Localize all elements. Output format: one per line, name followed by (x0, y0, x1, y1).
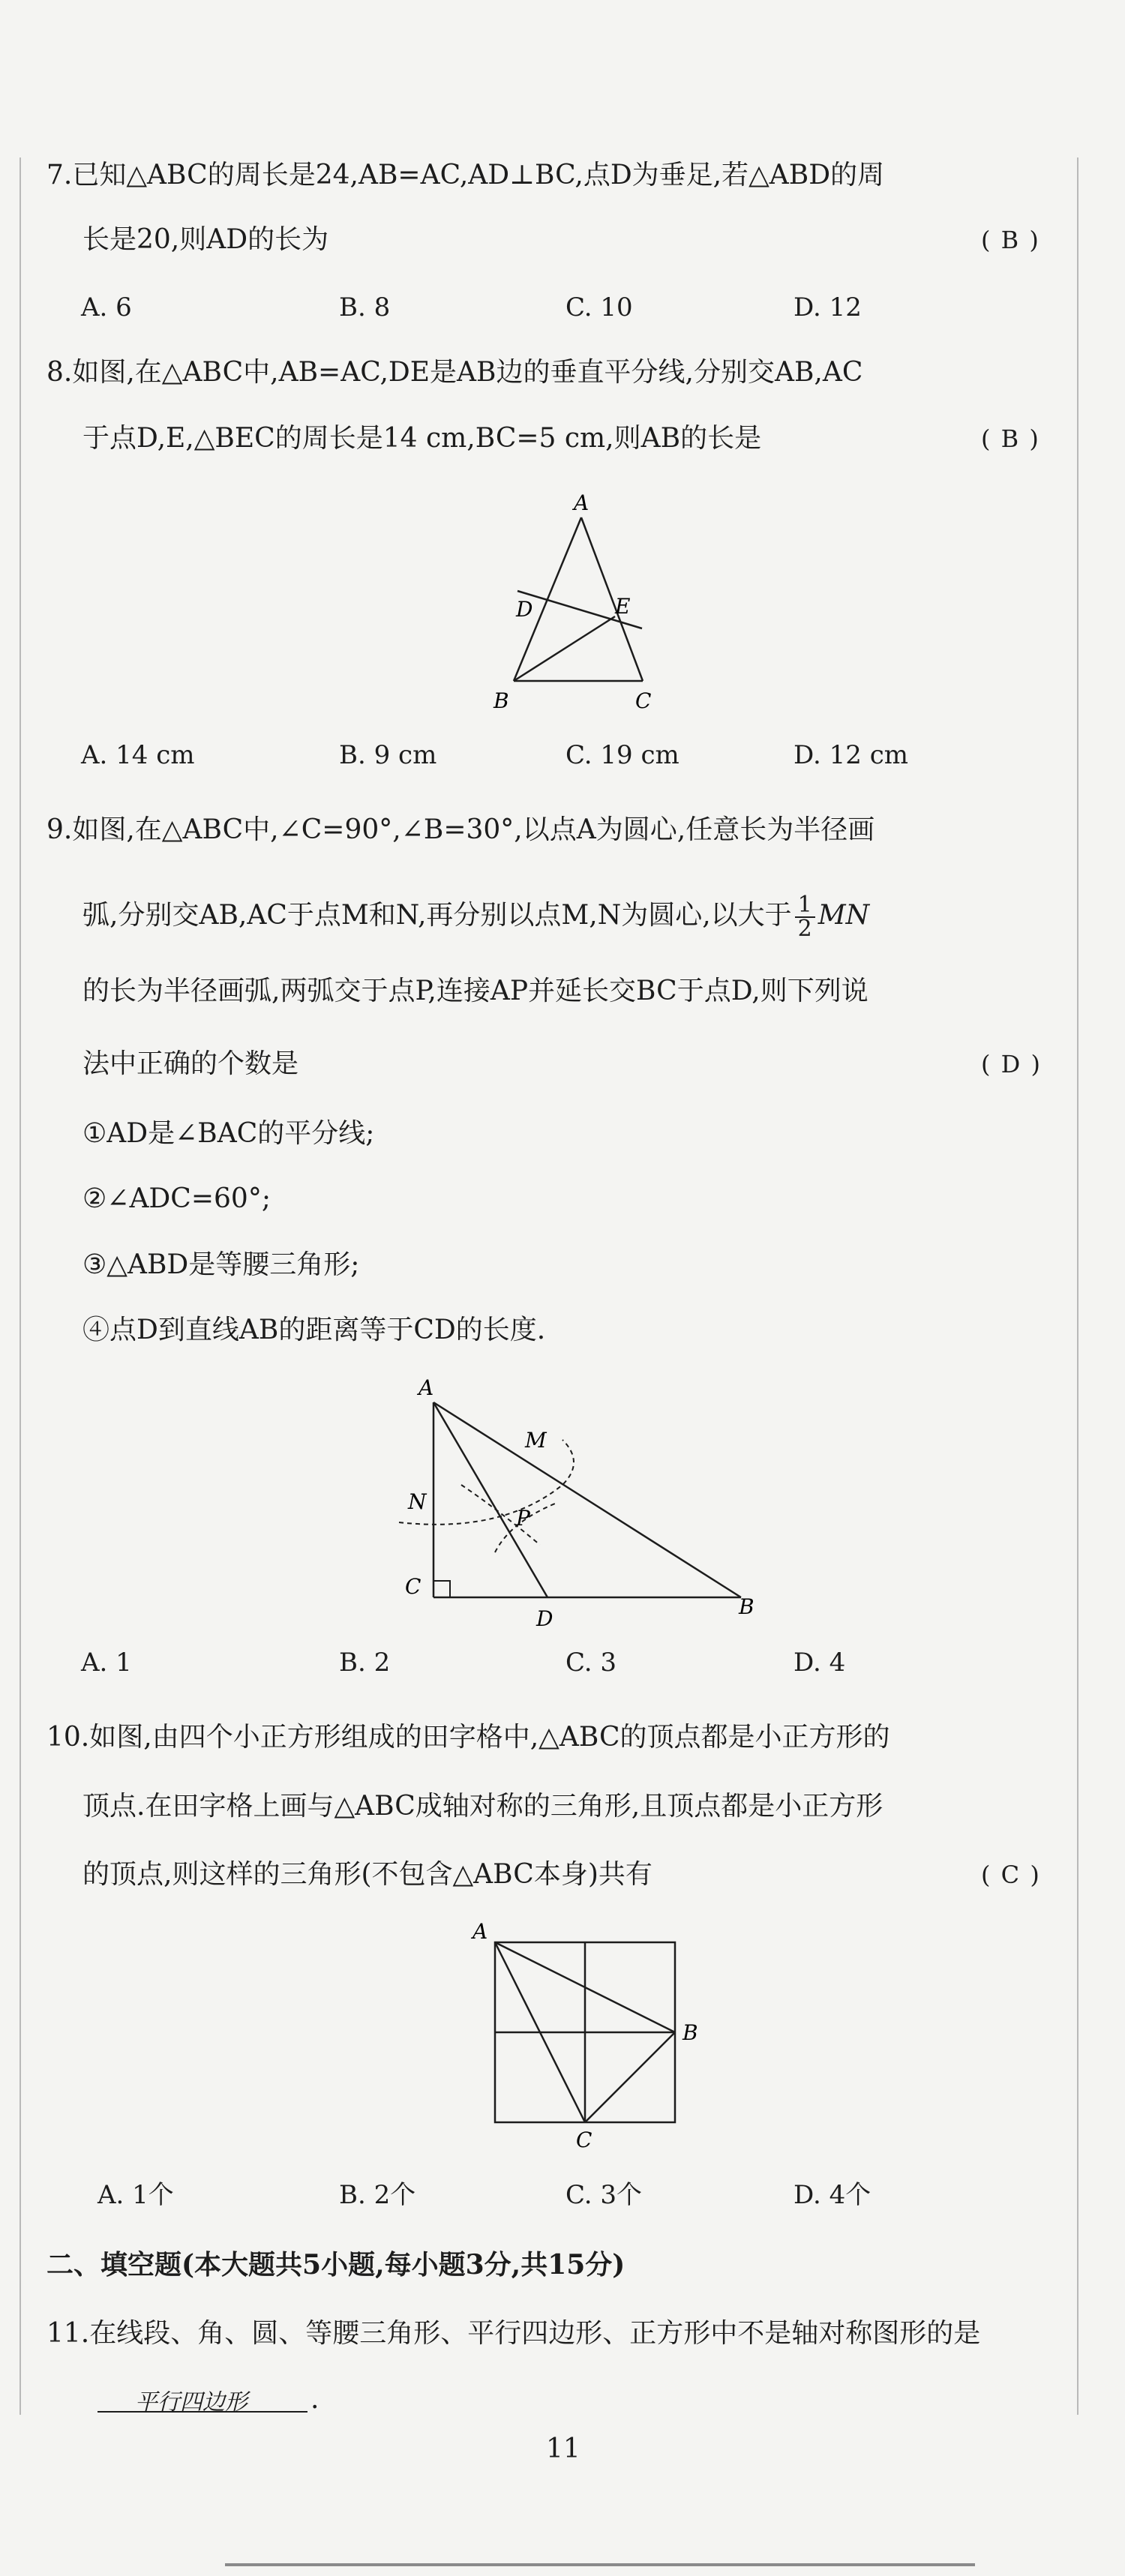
q9-line2 (82, 894, 869, 940)
left-margin-line (20, 157, 21, 2415)
q9-line4: 法中正确的个数是 (82, 1048, 299, 1079)
q9-statement-2: ②∠ADC=60°; (82, 1183, 271, 1214)
q9-line1: 9.如图,在△ABC中,∠C=90°,∠B=30°,以点A为圆心,任意长为半径画 (46, 814, 875, 845)
q9-label-c: C (405, 1574, 422, 1599)
right-margin-line (1077, 157, 1078, 2415)
q10-label-c: C (576, 2128, 592, 2152)
q10-option-b: B. 2个 (339, 2180, 416, 2210)
q8-answer: ( B ) (981, 424, 1040, 453)
q7-option-a: A. 6 (81, 292, 132, 322)
q9-line3: 的长为半径画弧,两弧交于点P,连接AP并延长交BC于点D,则下列说 (82, 976, 868, 1006)
q8-option-b: B. 9 cm (339, 740, 437, 770)
q8-figure (480, 487, 660, 720)
q9-statement-3: ③△ABD是等腰三角形; (82, 1249, 360, 1280)
q8-side-ac (581, 517, 643, 681)
q8-label-a: A (574, 490, 590, 515)
q10-side-bc (585, 2032, 675, 2122)
q9-option-b: B. 2 (339, 1648, 391, 1678)
q8-option-d: D. 12 cm (794, 740, 909, 770)
q9-option-c: C. 3 (566, 1648, 617, 1678)
q9-answer: ( D ) (981, 1050, 1042, 1078)
q9-line2-text: 弧,分别交AB,AC于点M和N,再分别以点M,N为圆心,以大于 (82, 900, 792, 931)
q9-statement-4: ④点D到直线AB的距离等于CD的长度. (82, 1315, 546, 1345)
bottom-edge-line (225, 2563, 975, 2566)
q11-period: . (310, 2384, 320, 2415)
q9-fraction (795, 894, 815, 940)
q7-option-b: B. 8 (339, 292, 391, 322)
q10-option-c: C. 3个 (566, 2180, 643, 2210)
q7-option-d: D. 12 (794, 292, 862, 322)
q9-label-n: N (408, 1489, 427, 1514)
q8-label-b: B (494, 688, 509, 713)
q9-label-a: A (418, 1375, 434, 1400)
q10-option-a: A. 1个 (98, 2180, 174, 2210)
q8-line1: 8.如图,在△ABC中,AB=AC,DE是AB边的垂直平分线,分别交AB,AC (46, 357, 863, 388)
q9-label-m: M (525, 1428, 547, 1453)
q8-label-c: C (635, 688, 652, 713)
q9-statement-1: ①AD是∠BAC的平分线; (82, 1118, 375, 1149)
q10-line2: 顶点.在田字格上画与△ABC成轴对称的三角形,且顶点都是小正方形 (82, 1791, 884, 1822)
q10-line1: 10.如图,由四个小正方形组成的田字格中,△ABC的顶点都是小正方形的 (46, 1722, 890, 1753)
q9-right-angle-mark (434, 1581, 450, 1597)
q8-line2: 于点D,E,△BEC的周长是14 cm,BC=5 cm,则AB的长是 (82, 423, 762, 454)
section-2-heading: 二、填空题(本大题共5小题,每小题3分,共15分) (46, 2249, 626, 2281)
q9-fraction-denominator: 2 (797, 916, 812, 942)
q7-option-c: C. 10 (566, 292, 633, 322)
q9-figure (382, 1372, 772, 1642)
q9-label-d: D (536, 1606, 554, 1631)
q9-option-a: A. 1 (81, 1648, 132, 1678)
q8-option-a: A. 14 cm (81, 740, 195, 770)
q10-figure (465, 1916, 712, 2156)
q9-label-b: B (739, 1594, 754, 1619)
q7-line2: 长是20,则AD的长为 (82, 224, 329, 255)
q9-label-p: P (516, 1506, 530, 1531)
q11-handwritten-answer: 平行四边形 (135, 2389, 248, 2416)
page-number: 11 (546, 2434, 580, 2464)
q11-line1: 11.在线段、角、圆、等腰三角形、平行四边形、正方形中不是轴对称图形的是 (46, 2318, 981, 2349)
q10-option-d: D. 4个 (794, 2180, 872, 2210)
q10-line3: 的顶点,则这样的三角形(不包含△ABC本身)共有 (82, 1859, 652, 1890)
q9-fraction-numerator: 1 (795, 894, 815, 918)
q9-side-ab (434, 1402, 741, 1597)
q10-answer: ( C ) (981, 1861, 1041, 1889)
q9-option-d: D. 4 (794, 1648, 846, 1678)
q8-label-d: D (516, 597, 533, 622)
q9-line2-mn: MN (818, 900, 870, 931)
q10-label-b: B (682, 2020, 698, 2045)
q8-segment-be (514, 616, 615, 681)
q10-label-a: A (472, 1919, 488, 1944)
q8-label-e: E (615, 594, 631, 619)
q7-line1: 7.已知△ABC的周长是24,AB=AC,AD⊥BC,点D为垂足,若△ABD的周 (46, 160, 885, 190)
q7-answer: ( B ) (981, 226, 1040, 254)
q8-option-c: C. 19 cm (566, 740, 680, 770)
